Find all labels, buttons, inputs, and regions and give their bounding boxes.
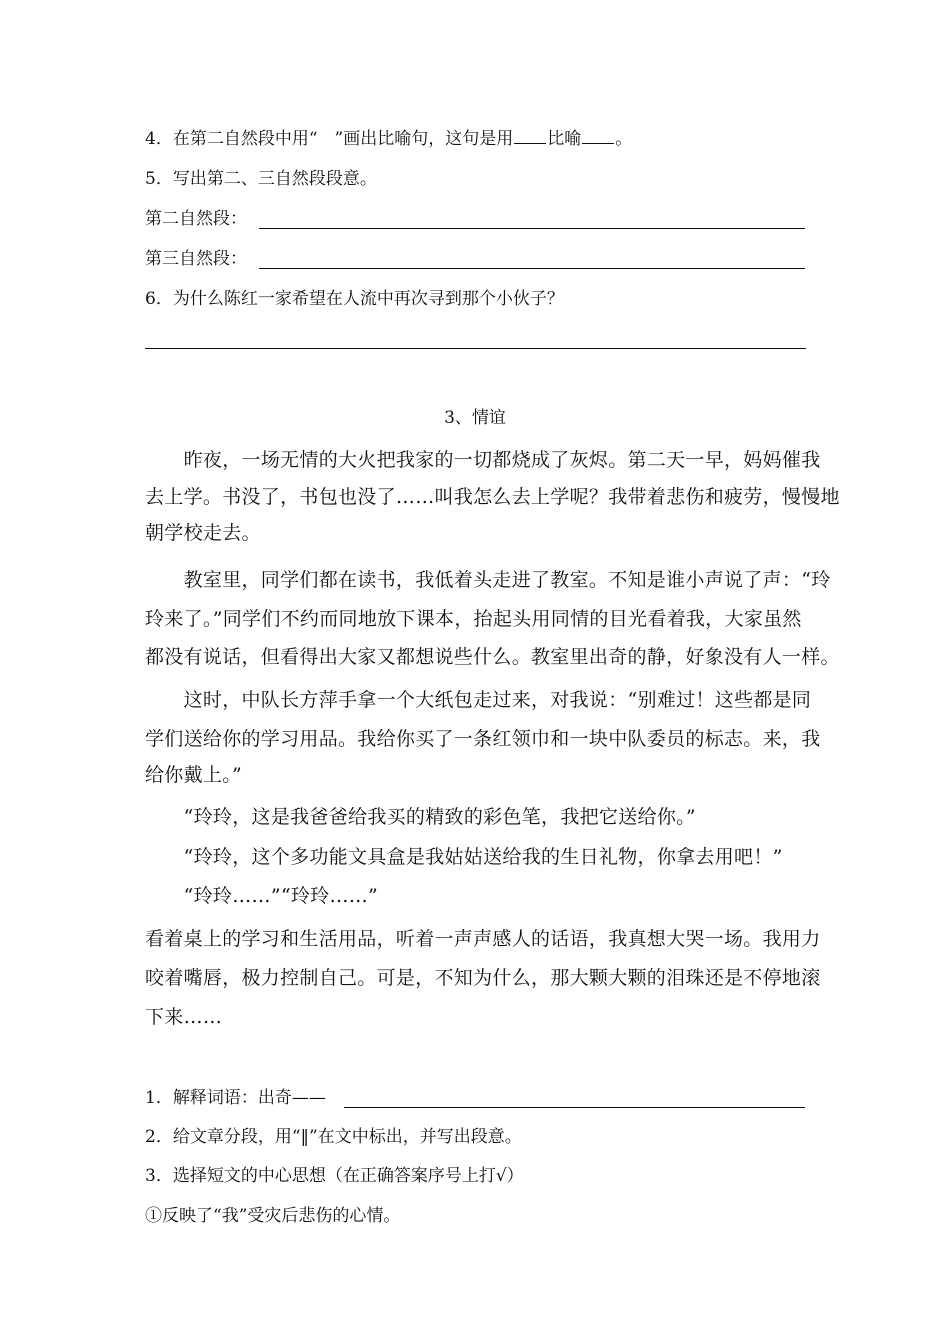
article-title: 3、情谊 — [444, 408, 506, 428]
article-line: “玲玲，这是我爸爸给我买的精致的彩色笔，我把它送给你。” — [145, 806, 696, 828]
question-5: 5．写出第二、三自然段段意。 — [145, 169, 377, 189]
question-6: 6．为什么陈红一家希望在人流中再次寻到那个小伙子？ — [145, 289, 564, 309]
q1-answer-line[interactable] — [344, 1107, 805, 1108]
article-line: “玲玲……”“玲玲……” — [145, 885, 379, 907]
option-1[interactable]: ①反映了“我”受灾后悲伤的心情。 — [145, 1206, 401, 1226]
article-line: 都没有说话，但看得出大家又都想说些什么。教室里出奇的静，好象没有人一样。 — [145, 646, 840, 668]
question-2: 2．给文章分段，用“‖”在文中标出，并写出段意。 — [145, 1127, 522, 1147]
article-line: 昨夜，一场无情的大火把我家的一切都烧成了灰烬。第二天一早，妈妈催我 — [145, 449, 821, 471]
article-line: “玲玲，这个多功能文具盒是我姑姑送给我的生日礼物，你拿去用吧！” — [145, 846, 783, 868]
para3-answer-line[interactable] — [259, 268, 805, 269]
article-line: 玲来了。”同学们不约而同地放下课本，抬起头用同情的目光看着我，大家虽然 — [145, 608, 802, 630]
question-1: 1．解释词语：出奇—— — [145, 1088, 326, 1108]
answer-blank[interactable] — [514, 142, 546, 144]
article-line: 给你戴上。” — [145, 764, 243, 786]
article-line: 朝学校走去。 — [145, 522, 261, 544]
article-line: 学们送给你的学习用品。我给你买了一条红领巾和一块中队委员的标志。来，我 — [145, 728, 821, 750]
article-line: 看着桌上的学习和生活用品，听着一声声感人的话语，我真想大哭一场。我用力 — [145, 928, 821, 950]
question-3: 3．选择短文的中心思想（在正确答案序号上打√） — [145, 1166, 524, 1186]
para2-label: 第二自然段： — [145, 209, 247, 229]
article-line: 下来…… — [145, 1006, 223, 1028]
q6-answer-line[interactable] — [145, 348, 806, 349]
answer-blank[interactable] — [582, 142, 614, 144]
article-line: 这时，中队长方萍手拿一个大纸包走过来，对我说：“别难过！这些都是同 — [145, 689, 812, 711]
question-4: 4．在第二自然段中用“ ”画出比喻句，这句是用 比喻 。 — [145, 129, 633, 149]
para2-answer-line[interactable] — [259, 228, 805, 229]
article-line: 咬着嘴唇，极力控制自己。可是，不知为什么，那大颗大颗的泪珠还是不停地滚 — [145, 967, 821, 989]
article-line: 教室里，同学们都在读书，我低着头走进了教室。不知是谁小声说了声：“玲 — [145, 569, 831, 591]
article-line: 去上学。书没了，书包也没了……叫我怎么去上学呢？我带着悲伤和疲劳，慢慢地 — [145, 486, 840, 508]
para3-label: 第三自然段： — [145, 249, 247, 269]
